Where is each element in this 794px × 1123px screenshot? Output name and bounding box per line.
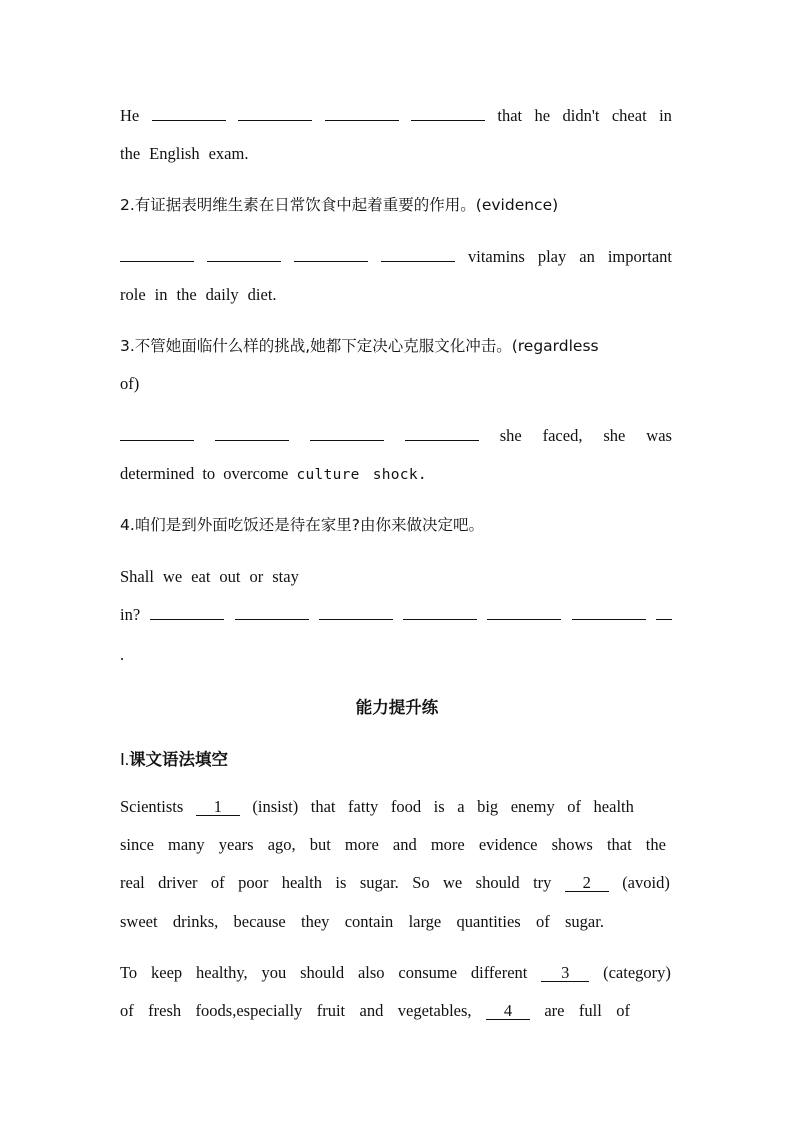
passage-word: fresh — [148, 1001, 182, 1020]
passage-word: foods,especially — [195, 1001, 303, 1020]
passage-word: drinks, — [172, 912, 219, 931]
q1-sentence-line2 — [120, 144, 672, 164]
q2-sentence-line2 — [120, 285, 672, 305]
passage-word: ago, — [267, 835, 296, 854]
answer-blank[interactable] — [294, 247, 368, 262]
passage-word: health — [281, 873, 323, 892]
passage-word: To — [120, 963, 138, 982]
answer-blank[interactable] — [120, 426, 194, 441]
subsection-title-text: 课文语法填空 — [129, 750, 228, 769]
q3-sentence-line2 — [120, 464, 672, 485]
q1-word: in — [659, 106, 672, 125]
section-heading: 能力提升练 — [355, 698, 439, 717]
passage-word: food — [390, 797, 422, 816]
passage-word: shows — [551, 835, 593, 854]
q1-word: English — [149, 144, 200, 163]
passage-word: contain — [344, 912, 394, 931]
passage-word: the — [645, 835, 666, 854]
passage-line-4 — [120, 912, 604, 932]
q4-word: we — [162, 567, 183, 586]
passage-word: because — [233, 912, 286, 931]
passage-word: vegetables, — [397, 1001, 472, 1020]
answer-blank[interactable] — [656, 605, 672, 620]
passage-line-3 — [120, 873, 670, 893]
passage-word: that — [606, 835, 632, 854]
passage-word: more — [344, 835, 379, 854]
passage-word: but — [309, 835, 331, 854]
passage-word: fruit — [316, 1001, 346, 1020]
q4-word: out — [219, 567, 241, 586]
answer-blank[interactable] — [319, 605, 393, 620]
passage-word: different — [470, 963, 528, 982]
passage-word: fatty — [348, 797, 379, 816]
q2-word: role — [120, 285, 146, 304]
passage-word: should — [300, 963, 345, 982]
q3-word: faced, — [542, 426, 583, 445]
q2-word: daily — [205, 285, 239, 304]
q2-sentence-line1 — [120, 247, 672, 267]
answer-blank[interactable] — [411, 106, 485, 121]
passage-word: years — [218, 835, 254, 854]
q2-word: the — [176, 285, 197, 304]
q3-word: she — [603, 426, 626, 445]
answer-blank[interactable] — [120, 247, 194, 262]
passage-word: enemy — [510, 797, 555, 816]
passage-word: poor — [238, 873, 269, 892]
numbered-blank[interactable]: 4 — [486, 1003, 530, 1020]
passage-word: are — [544, 1001, 565, 1020]
q1-word: that — [497, 106, 523, 125]
q2-word: play — [537, 247, 567, 266]
q4-word: stay — [272, 567, 299, 586]
passage-word: also — [357, 963, 385, 982]
q4-word: Shall — [120, 567, 154, 586]
passage-word: of — [120, 1001, 134, 1020]
q1-word: He — [120, 106, 140, 125]
passage-word: sweet — [120, 912, 158, 931]
passage-word: consume — [398, 963, 458, 982]
passage-word: full — [578, 1001, 602, 1020]
passage-word: many — [168, 835, 205, 854]
answer-blank[interactable] — [325, 106, 399, 121]
passage-word: So — [412, 873, 430, 892]
q2-word: in — [154, 285, 168, 304]
passage-word: driver — [158, 873, 198, 892]
answer-blank[interactable] — [235, 605, 309, 620]
q4-word: or — [249, 567, 264, 586]
passage-word: you — [261, 963, 287, 982]
passage-word: and — [359, 1001, 384, 1020]
subsection-title — [120, 746, 228, 770]
passage-word: more — [430, 835, 465, 854]
q3-text: determined to overcome — [120, 464, 289, 483]
answer-blank[interactable] — [207, 247, 281, 262]
passage-word: since — [120, 835, 154, 854]
q3-word: she — [499, 426, 522, 445]
q3-prompt-line1: 3.不管她面临什么样的挑战,她都下定决心克服文化冲击。(regardless — [120, 337, 599, 355]
q1-word: he — [534, 106, 551, 125]
passage-word: big — [477, 797, 499, 816]
numbered-blank[interactable]: 1 — [196, 799, 240, 816]
q1-word: cheat — [611, 106, 647, 125]
answer-blank[interactable] — [381, 247, 455, 262]
q2-word: an — [579, 247, 595, 266]
passage-line-1 — [120, 797, 634, 817]
q4-sentence-line3: . — [120, 645, 125, 664]
passage-word: sugar. — [359, 873, 399, 892]
passage-word: sugar. — [565, 912, 604, 931]
passage-word: should — [475, 873, 520, 892]
answer-blank[interactable] — [152, 106, 226, 121]
q1-sentence-line1 — [120, 106, 672, 126]
passage-word: that — [310, 797, 336, 816]
answer-blank[interactable] — [487, 605, 561, 620]
passage-word: keep — [151, 963, 183, 982]
q3-term: culture shock. — [296, 467, 427, 483]
answer-blank[interactable] — [150, 605, 224, 620]
q1-word: the — [120, 144, 141, 163]
passage-line-2 — [120, 835, 666, 855]
roman-numeral: Ⅰ. — [120, 750, 129, 769]
numbered-blank[interactable]: 2 — [565, 875, 609, 892]
passage-word: a — [457, 797, 465, 816]
q2-word: important — [607, 247, 672, 266]
passage-word: (insist) — [252, 797, 299, 816]
numbered-blank[interactable]: 3 — [541, 965, 589, 982]
passage-word: of — [535, 912, 550, 931]
passage-line-5 — [120, 963, 671, 983]
passage-line-6 — [120, 1001, 630, 1021]
passage-word: try — [533, 873, 552, 892]
passage-word: (category) — [603, 963, 671, 982]
q4-sentence-line1 — [120, 567, 672, 587]
passage-word: evidence — [478, 835, 538, 854]
passage-word: quantities — [456, 912, 521, 931]
passage-word: is — [335, 873, 347, 892]
q1-word: exam. — [208, 144, 249, 163]
passage-word: is — [433, 797, 445, 816]
passage-word: they — [301, 912, 330, 931]
answer-blank[interactable] — [403, 605, 477, 620]
passage-word: real — [120, 873, 145, 892]
q4-prompt: 4.咱们是到外面吃饭还是待在家里?由你来做决定吧。 — [120, 516, 485, 534]
answer-blank[interactable] — [238, 106, 312, 121]
q3-word: was — [646, 426, 672, 445]
q2-prompt: 2.有证据表明维生素在日常饮食中起着重要的作用。(evidence) — [120, 196, 559, 214]
q2-word: vitamins — [468, 247, 525, 266]
q1-word: didn't — [562, 106, 600, 125]
answer-blank[interactable] — [215, 426, 289, 441]
q4-word: in? — [120, 605, 141, 624]
q3-prompt-line2: of) — [120, 374, 140, 393]
q4-word: eat — [191, 567, 211, 586]
q4-sentence-line2 — [120, 605, 672, 625]
q2-word: diet. — [247, 285, 277, 304]
passage-word: health — [593, 797, 634, 816]
answer-blank[interactable] — [572, 605, 646, 620]
passage-word: large — [408, 912, 442, 931]
passage-word: of — [567, 797, 581, 816]
passage-word: healthy, — [196, 963, 248, 982]
passage-word: and — [392, 835, 417, 854]
answer-blank[interactable] — [310, 426, 384, 441]
answer-blank[interactable] — [405, 426, 479, 441]
passage-word: we — [443, 873, 463, 892]
passage-word: (avoid) — [622, 873, 670, 892]
passage-word: of — [210, 873, 225, 892]
q3-sentence-line1 — [120, 426, 672, 446]
passage-word: of — [616, 1001, 630, 1020]
passage-word: Scientists — [120, 797, 184, 816]
